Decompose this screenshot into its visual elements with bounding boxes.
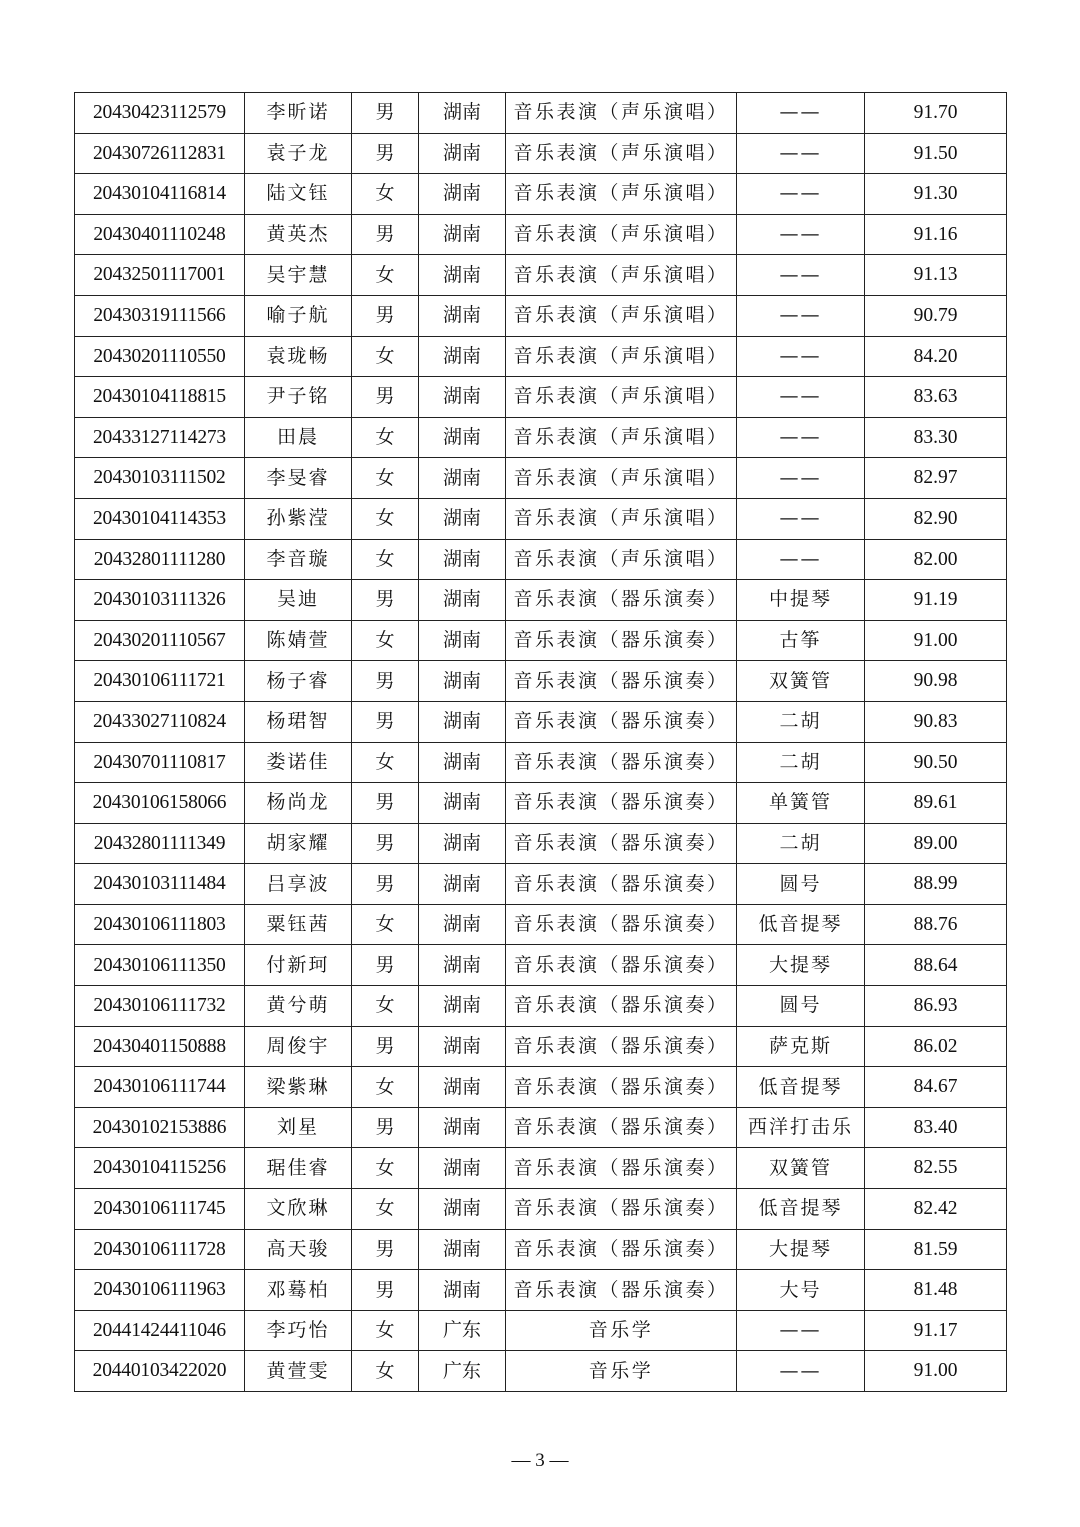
table-row [75, 864, 1007, 905]
name-cell: 刘星 [245, 1107, 352, 1148]
score-cell: 91.13 [865, 255, 1007, 296]
province-cell: 湖南 [419, 904, 506, 945]
score-cell: 89.61 [865, 783, 1007, 824]
score-cell: 90.50 [865, 742, 1007, 783]
table-row [75, 1229, 1007, 1270]
exam-number-cell: 20430401150888 [75, 1026, 245, 1067]
score-cell: 84.20 [865, 336, 1007, 377]
major-cell: 音乐表演（声乐演唱） [506, 255, 737, 296]
exam-number-cell: 20430104116814 [75, 174, 245, 215]
instrument-cell: 大号 [737, 1270, 865, 1311]
gender-cell: 男 [352, 1026, 419, 1067]
score-cell: 81.48 [865, 1270, 1007, 1311]
name-cell: 周俊宇 [245, 1026, 352, 1067]
score-cell: 90.79 [865, 295, 1007, 336]
gender-cell: 男 [352, 133, 419, 174]
instrument-cell: —— [737, 417, 865, 458]
province-cell: 湖南 [419, 742, 506, 783]
instrument-cell: 圆号 [737, 864, 865, 905]
exam-number-cell: 20430319111566 [75, 295, 245, 336]
instrument-cell: 单簧管 [737, 783, 865, 824]
province-cell: 湖南 [419, 1229, 506, 1270]
exam-number-cell: 20430104114353 [75, 498, 245, 539]
instrument-cell: —— [737, 539, 865, 580]
gender-cell: 男 [352, 93, 419, 134]
gender-cell: 男 [352, 945, 419, 986]
exam-number-cell: 20430106111745 [75, 1189, 245, 1230]
major-cell: 音乐表演（器乐演奏） [506, 1026, 737, 1067]
province-cell: 湖南 [419, 1189, 506, 1230]
major-cell: 音乐表演（声乐演唱） [506, 336, 737, 377]
table-row [75, 255, 1007, 296]
province-cell: 广东 [419, 1310, 506, 1351]
exam-number-cell: 20430106111803 [75, 904, 245, 945]
score-cell: 91.16 [865, 214, 1007, 255]
instrument-cell: —— [737, 174, 865, 215]
table-row [75, 1310, 1007, 1351]
score-cell: 91.19 [865, 580, 1007, 621]
gender-cell: 男 [352, 864, 419, 905]
name-cell: 娄诺佳 [245, 742, 352, 783]
table-body [75, 93, 1007, 1392]
score-cell: 83.30 [865, 417, 1007, 458]
exam-number-cell: 20430102153886 [75, 1107, 245, 1148]
instrument-cell: 中提琴 [737, 580, 865, 621]
score-cell: 83.63 [865, 377, 1007, 418]
score-cell: 90.83 [865, 701, 1007, 742]
table-row [75, 823, 1007, 864]
province-cell: 湖南 [419, 783, 506, 824]
name-cell: 杨尚龙 [245, 783, 352, 824]
table-row [75, 580, 1007, 621]
instrument-cell: 西洋打击乐 [737, 1107, 865, 1148]
gender-cell: 女 [352, 458, 419, 499]
province-cell: 湖南 [419, 174, 506, 215]
exam-number-cell: 20430201110567 [75, 620, 245, 661]
name-cell: 文欣琳 [245, 1189, 352, 1230]
table-row [75, 133, 1007, 174]
exam-number-cell: 20441424411046 [75, 1310, 245, 1351]
name-cell: 黄兮萌 [245, 986, 352, 1027]
instrument-cell: 二胡 [737, 701, 865, 742]
instrument-cell: 圆号 [737, 986, 865, 1027]
province-cell: 湖南 [419, 1148, 506, 1189]
instrument-cell: —— [737, 93, 865, 134]
gender-cell: 男 [352, 1270, 419, 1311]
name-cell: 李巧怡 [245, 1310, 352, 1351]
province-cell: 湖南 [419, 945, 506, 986]
major-cell: 音乐表演（器乐演奏） [506, 986, 737, 1027]
province-cell: 湖南 [419, 255, 506, 296]
exam-number-cell: 20440103422020 [75, 1351, 245, 1392]
table-row [75, 458, 1007, 499]
major-cell: 音乐表演（声乐演唱） [506, 539, 737, 580]
table-row [75, 336, 1007, 377]
exam-number-cell: 20430201110550 [75, 336, 245, 377]
gender-cell: 男 [352, 783, 419, 824]
province-cell: 湖南 [419, 214, 506, 255]
exam-number-cell: 20430104115256 [75, 1148, 245, 1189]
name-cell: 袁珑畅 [245, 336, 352, 377]
name-cell: 琚佳睿 [245, 1148, 352, 1189]
table-row [75, 986, 1007, 1027]
table-row [75, 620, 1007, 661]
score-table [74, 92, 1007, 1392]
exam-number-cell: 20430106111963 [75, 1270, 245, 1311]
exam-number-cell: 20430104118815 [75, 377, 245, 418]
gender-cell: 女 [352, 498, 419, 539]
name-cell: 邓蓦柏 [245, 1270, 352, 1311]
major-cell: 音乐表演（器乐演奏） [506, 701, 737, 742]
name-cell: 粟钰茜 [245, 904, 352, 945]
major-cell: 音乐表演（器乐演奏） [506, 1067, 737, 1108]
instrument-cell: 低音提琴 [737, 904, 865, 945]
major-cell: 音乐表演（器乐演奏） [506, 580, 737, 621]
score-cell: 81.59 [865, 1229, 1007, 1270]
table-row [75, 1026, 1007, 1067]
major-cell: 音乐学 [506, 1310, 737, 1351]
province-cell: 湖南 [419, 336, 506, 377]
exam-number-cell: 20430106111744 [75, 1067, 245, 1108]
instrument-cell: 双簧管 [737, 1148, 865, 1189]
name-cell: 李旻睿 [245, 458, 352, 499]
name-cell: 陆文钰 [245, 174, 352, 215]
exam-number-cell: 20430106111721 [75, 661, 245, 702]
instrument-cell: —— [737, 1310, 865, 1351]
instrument-cell: —— [737, 458, 865, 499]
province-cell: 湖南 [419, 661, 506, 702]
major-cell: 音乐表演（器乐演奏） [506, 864, 737, 905]
gender-cell: 女 [352, 1189, 419, 1230]
instrument-cell: —— [737, 498, 865, 539]
name-cell: 高天骏 [245, 1229, 352, 1270]
major-cell: 音乐表演（器乐演奏） [506, 1148, 737, 1189]
score-cell: 82.90 [865, 498, 1007, 539]
gender-cell: 女 [352, 1310, 419, 1351]
table-row [75, 783, 1007, 824]
instrument-cell: 低音提琴 [737, 1189, 865, 1230]
province-cell: 湖南 [419, 864, 506, 905]
score-cell: 91.30 [865, 174, 1007, 215]
gender-cell: 女 [352, 539, 419, 580]
instrument-cell: 大提琴 [737, 1229, 865, 1270]
gender-cell: 女 [352, 742, 419, 783]
table-row [75, 417, 1007, 458]
name-cell: 吕享波 [245, 864, 352, 905]
gender-cell: 女 [352, 417, 419, 458]
gender-cell: 女 [352, 904, 419, 945]
instrument-cell: —— [737, 1351, 865, 1392]
instrument-cell: 二胡 [737, 823, 865, 864]
score-cell: 82.97 [865, 458, 1007, 499]
province-cell: 湖南 [419, 498, 506, 539]
province-cell: 湖南 [419, 417, 506, 458]
table-row [75, 1189, 1007, 1230]
name-cell: 尹子铭 [245, 377, 352, 418]
major-cell: 音乐表演（声乐演唱） [506, 458, 737, 499]
major-cell: 音乐表演（器乐演奏） [506, 620, 737, 661]
exam-number-cell: 20430106111732 [75, 986, 245, 1027]
score-cell: 91.00 [865, 1351, 1007, 1392]
score-cell: 88.76 [865, 904, 1007, 945]
province-cell: 湖南 [419, 1067, 506, 1108]
gender-cell: 女 [352, 1148, 419, 1189]
major-cell: 音乐表演（声乐演唱） [506, 417, 737, 458]
province-cell: 湖南 [419, 458, 506, 499]
exam-number-cell: 20433127114273 [75, 417, 245, 458]
province-cell: 湖南 [419, 377, 506, 418]
major-cell: 音乐表演（声乐演唱） [506, 133, 737, 174]
table-row [75, 1148, 1007, 1189]
exam-number-cell: 20433027110824 [75, 701, 245, 742]
major-cell: 音乐表演（器乐演奏） [506, 1189, 737, 1230]
province-cell: 湖南 [419, 93, 506, 134]
major-cell: 音乐表演（器乐演奏） [506, 904, 737, 945]
score-cell: 86.02 [865, 1026, 1007, 1067]
table-row [75, 742, 1007, 783]
province-cell: 湖南 [419, 701, 506, 742]
table-row [75, 498, 1007, 539]
score-cell: 82.00 [865, 539, 1007, 580]
exam-number-cell: 20430423112579 [75, 93, 245, 134]
instrument-cell: 低音提琴 [737, 1067, 865, 1108]
province-cell: 湖南 [419, 295, 506, 336]
instrument-cell: —— [737, 336, 865, 377]
gender-cell: 女 [352, 336, 419, 377]
score-cell: 89.00 [865, 823, 1007, 864]
name-cell: 李音璇 [245, 539, 352, 580]
score-cell: 90.98 [865, 661, 1007, 702]
exam-number-cell: 20430106111350 [75, 945, 245, 986]
major-cell: 音乐表演（声乐演唱） [506, 214, 737, 255]
gender-cell: 男 [352, 214, 419, 255]
gender-cell: 男 [352, 580, 419, 621]
name-cell: 吴宇慧 [245, 255, 352, 296]
gender-cell: 男 [352, 295, 419, 336]
name-cell: 孙紫滢 [245, 498, 352, 539]
table-row [75, 1351, 1007, 1392]
exam-number-cell: 20432501117001 [75, 255, 245, 296]
major-cell: 音乐学 [506, 1351, 737, 1392]
major-cell: 音乐表演（声乐演唱） [506, 295, 737, 336]
instrument-cell: 古筝 [737, 620, 865, 661]
exam-number-cell: 20430701110817 [75, 742, 245, 783]
major-cell: 音乐表演（器乐演奏） [506, 1107, 737, 1148]
table-row [75, 1270, 1007, 1311]
gender-cell: 男 [352, 1229, 419, 1270]
province-cell: 湖南 [419, 823, 506, 864]
major-cell: 音乐表演（器乐演奏） [506, 945, 737, 986]
table-row [75, 661, 1007, 702]
instrument-cell: 萨克斯 [737, 1026, 865, 1067]
instrument-cell: 双簧管 [737, 661, 865, 702]
table-row [75, 295, 1007, 336]
province-cell: 湖南 [419, 1107, 506, 1148]
major-cell: 音乐表演（声乐演唱） [506, 498, 737, 539]
instrument-cell: —— [737, 214, 865, 255]
major-cell: 音乐表演（器乐演奏） [506, 1270, 737, 1311]
table-row [75, 1067, 1007, 1108]
name-cell: 胡家耀 [245, 823, 352, 864]
score-cell: 88.64 [865, 945, 1007, 986]
province-cell: 广东 [419, 1351, 506, 1392]
name-cell: 黄英杰 [245, 214, 352, 255]
major-cell: 音乐表演（器乐演奏） [506, 661, 737, 702]
exam-number-cell: 20432801111349 [75, 823, 245, 864]
exam-number-cell: 20430103111502 [75, 458, 245, 499]
instrument-cell: 二胡 [737, 742, 865, 783]
table-row [75, 904, 1007, 945]
score-cell: 91.00 [865, 620, 1007, 661]
province-cell: 湖南 [419, 1026, 506, 1067]
major-cell: 音乐表演（器乐演奏） [506, 1229, 737, 1270]
major-cell: 音乐表演（器乐演奏） [506, 783, 737, 824]
province-cell: 湖南 [419, 986, 506, 1027]
exam-number-cell: 20430726112831 [75, 133, 245, 174]
province-cell: 湖南 [419, 580, 506, 621]
gender-cell: 男 [352, 823, 419, 864]
name-cell: 吴迪 [245, 580, 352, 621]
exam-number-cell: 20430103111326 [75, 580, 245, 621]
gender-cell: 女 [352, 620, 419, 661]
exam-number-cell: 20430401110248 [75, 214, 245, 255]
score-cell: 84.67 [865, 1067, 1007, 1108]
instrument-cell: —— [737, 255, 865, 296]
province-cell: 湖南 [419, 133, 506, 174]
score-cell: 82.42 [865, 1189, 1007, 1230]
score-cell: 86.93 [865, 986, 1007, 1027]
exam-number-cell: 20430106111728 [75, 1229, 245, 1270]
exam-number-cell: 20430103111484 [75, 864, 245, 905]
gender-cell: 男 [352, 661, 419, 702]
province-cell: 湖南 [419, 1270, 506, 1311]
table-row [75, 174, 1007, 215]
score-cell: 82.55 [865, 1148, 1007, 1189]
gender-cell: 男 [352, 1107, 419, 1148]
table-row [75, 539, 1007, 580]
exam-number-cell: 20432801111280 [75, 539, 245, 580]
table-row [75, 93, 1007, 134]
instrument-cell: —— [737, 295, 865, 336]
gender-cell: 女 [352, 174, 419, 215]
exam-number-cell: 20430106158066 [75, 783, 245, 824]
name-cell: 杨子睿 [245, 661, 352, 702]
table-row [75, 701, 1007, 742]
gender-cell: 女 [352, 986, 419, 1027]
table-row [75, 945, 1007, 986]
major-cell: 音乐表演（声乐演唱） [506, 174, 737, 215]
score-cell: 91.17 [865, 1310, 1007, 1351]
name-cell: 杨珺智 [245, 701, 352, 742]
score-cell: 91.70 [865, 93, 1007, 134]
name-cell: 喻子航 [245, 295, 352, 336]
gender-cell: 女 [352, 1351, 419, 1392]
score-cell: 83.40 [865, 1107, 1007, 1148]
name-cell: 袁子龙 [245, 133, 352, 174]
name-cell: 陈婧萱 [245, 620, 352, 661]
table-row [75, 377, 1007, 418]
gender-cell: 男 [352, 701, 419, 742]
score-cell: 88.99 [865, 864, 1007, 905]
score-cell: 91.50 [865, 133, 1007, 174]
major-cell: 音乐表演（声乐演唱） [506, 377, 737, 418]
name-cell: 黄萱雯 [245, 1351, 352, 1392]
gender-cell: 女 [352, 1067, 419, 1108]
instrument-cell: —— [737, 133, 865, 174]
major-cell: 音乐表演（器乐演奏） [506, 742, 737, 783]
page-number: — 3 — [511, 1450, 569, 1471]
province-cell: 湖南 [419, 620, 506, 661]
province-cell: 湖南 [419, 539, 506, 580]
name-cell: 李昕诺 [245, 93, 352, 134]
table-row [75, 1107, 1007, 1148]
table-row [75, 214, 1007, 255]
major-cell: 音乐表演（器乐演奏） [506, 823, 737, 864]
name-cell: 田晨 [245, 417, 352, 458]
name-cell: 付新珂 [245, 945, 352, 986]
instrument-cell: 大提琴 [737, 945, 865, 986]
instrument-cell: —— [737, 377, 865, 418]
gender-cell: 男 [352, 377, 419, 418]
name-cell: 梁紫琳 [245, 1067, 352, 1108]
major-cell: 音乐表演（声乐演唱） [506, 93, 737, 134]
gender-cell: 女 [352, 255, 419, 296]
